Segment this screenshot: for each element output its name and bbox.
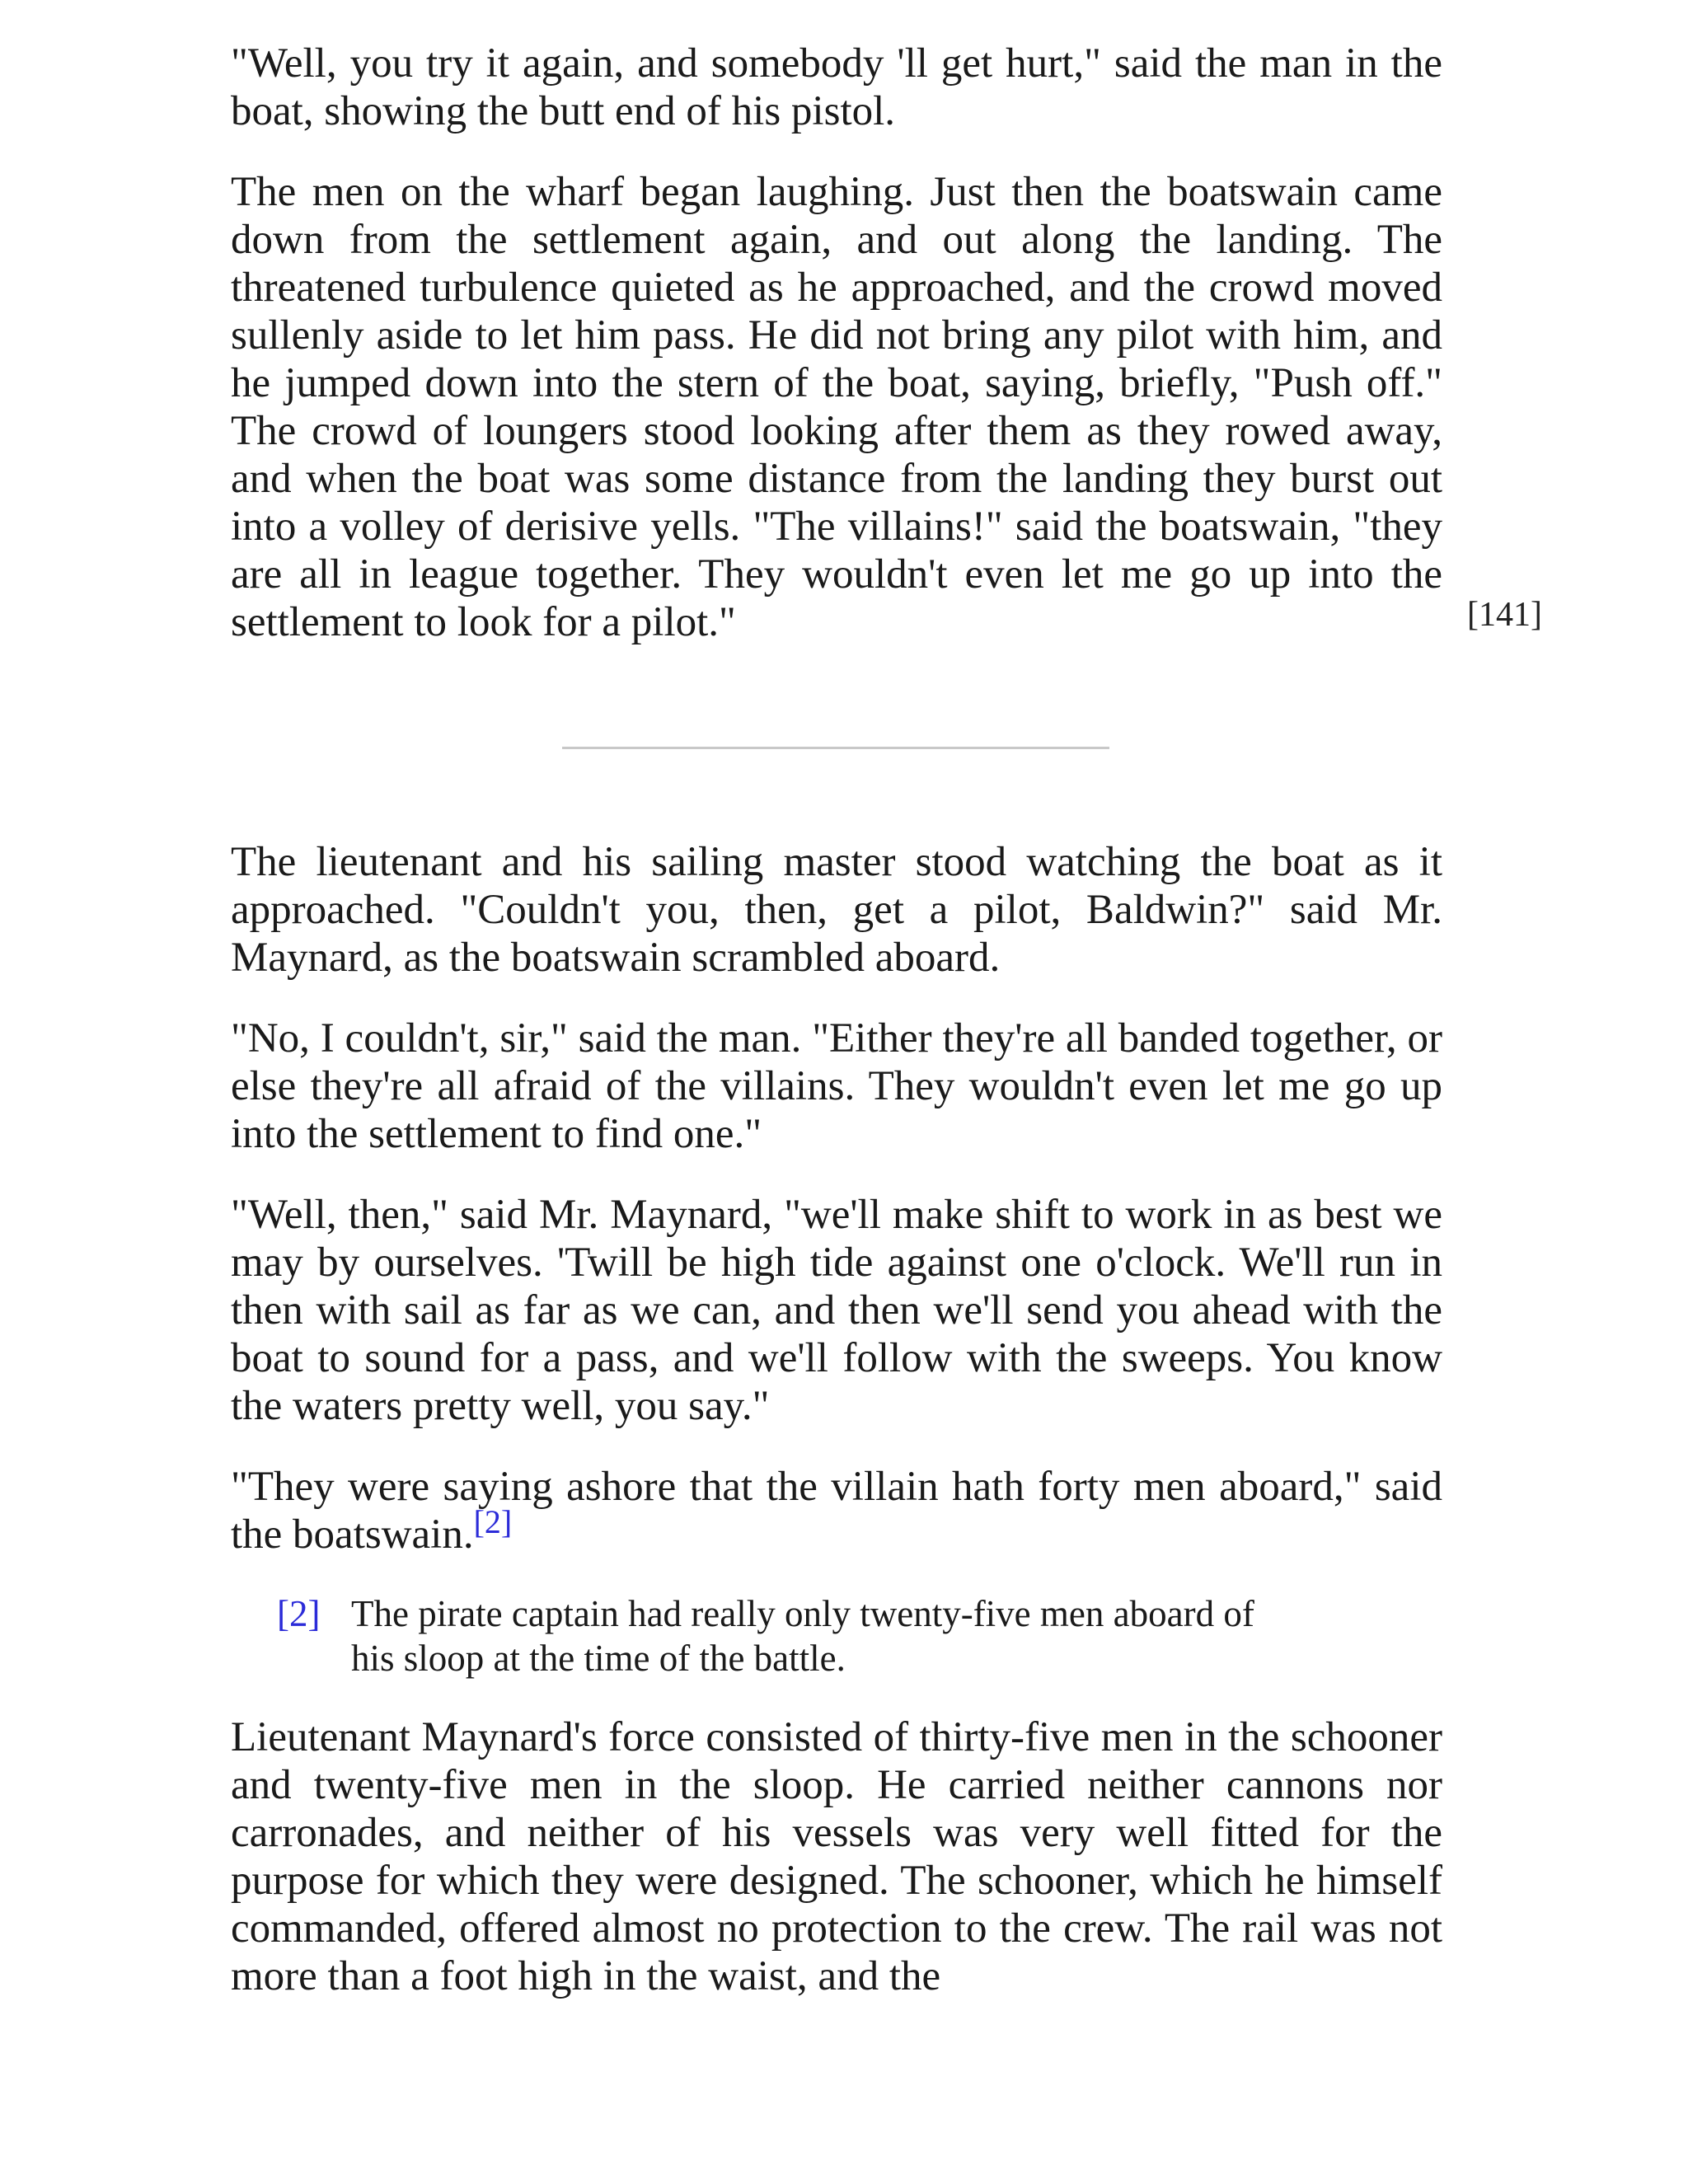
paragraph-force: Lieutenant Maynard's force consisted of thirty-five men in the schooner and twenty-five men in the sloop. He carried neither cannons nor carronades, and neither of his vessels was very well fitted for the purpose for which they were designed. The schooner, which he himself commanded, offered almost no protection to the crew. The rail was not more than a foot high in the waist, and the [231,1714,1442,1999]
footnote [277,1591,1299,1680]
page-number: [141] [1467,596,1542,634]
section-spacer [231,749,1442,838]
footnote-reference-link[interactable]: [2] [473,1503,513,1540]
paragraph-no-pilot: "No, I couldn't, sir," said the man. "Either they're all banded together, or else they're all afraid of the villains. They wouldn't even let me go up into the settlement to find one." [231,1015,1442,1157]
forty-men-text: "They were saying ashore that the villain hath forty men aboard," said the boatswain. [231,1464,1442,1558]
section-spacer [231,679,1442,747]
footnote-label-link[interactable]: [2] [277,1593,321,1634]
paragraph-forty-men [231,1463,1442,1558]
paragraph-pistol: "Well, you try it again, and somebody 'll get hurt," said the man in the boat, showing the butt end of his pistol. [231,40,1442,134]
paragraph-wharf: The men on the wharf began laughing. Just then the boatswain came down from the settlement again, and out along the landing. The threatened turbulence quieted as he approached, and the crowd moved sullenly aside to let him pass. He did not bring any pilot with him, and he jumped down into the stern of the boat, saying, briefly, "Push off." The crowd of loungers stood looking after them as they rowed away, and when the boat was some distance from the landing they burst out into a volley of derisive yells. "The villains!" said the boatswain, "they are all in league together. They wouldn't even let me go up into the settlement to look for a pilot." [231,169,1442,645]
page-body [231,40,1442,2033]
paragraph-high-tide: "Well, then," said Mr. Maynard, "we'll make shift to work in as best we may by ourselves. 'Twill be high tide against one o'clock. We'll run in then with sail as far as we can, and then we'll send you ahead with the boat to sound for a pass, and we'll follow with the sweeps. You know the waters pretty well, you say." [231,1192,1442,1429]
paragraph-lieutenant: The lieutenant and his sailing master stood watching the boat as it approached. "Couldn't you, then, get a pilot, Baldwin?" said Mr. Maynard, as the boatswain scrambled aboard. [231,839,1442,981]
footnote-text: The pirate captain had really only twenty-five men aboard of his sloop at the time of the battle. [351,1593,1254,1679]
